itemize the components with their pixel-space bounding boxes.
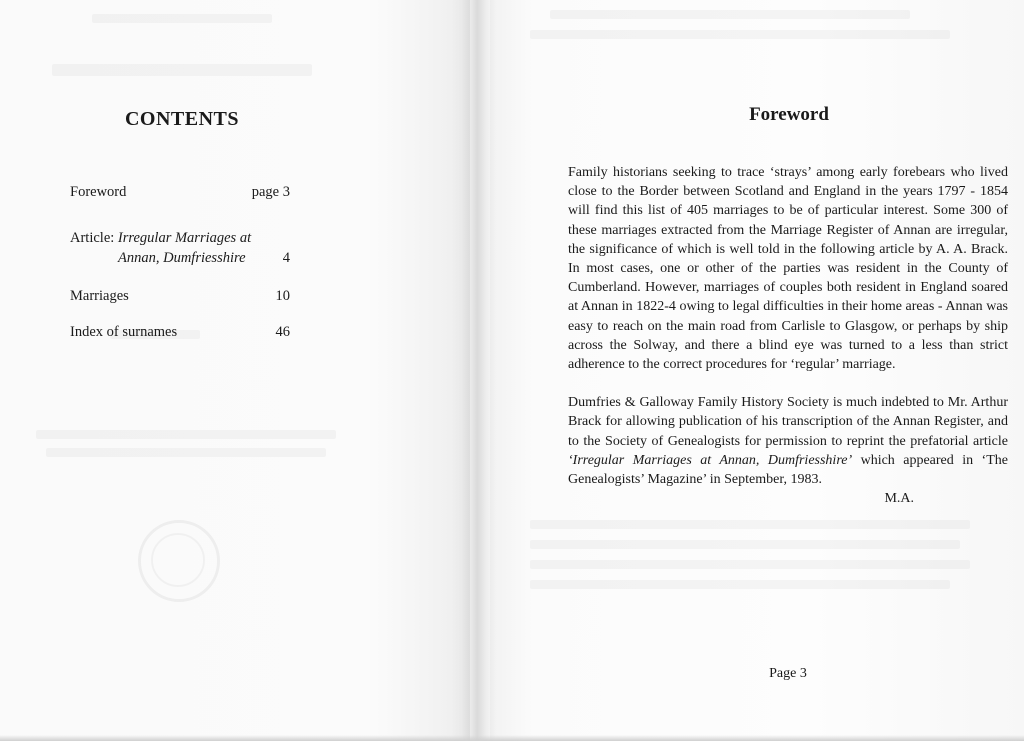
toc-page-number: 10 [275,288,290,304]
article-title-italic: ‘Irregular Marriages at Annan, Dumfriesshire’ [568,452,853,468]
toc-label: Index of surnames [70,324,178,340]
contents-title: CONTENTS [124,108,240,130]
foreword-signoff: M.A. [884,491,914,507]
bleed-through-seal [138,520,220,602]
table-of-contents [70,182,290,355]
left-page [0,0,470,741]
toc-label-line2: Annan, Dumfriesshire [118,250,246,266]
toc-page-number: 4 [282,250,290,266]
foreword-title: Foreword [749,104,829,125]
toc-page-number: page 3 [251,184,290,200]
toc-entry-index [70,322,290,342]
toc-entry-foreword [70,182,290,202]
toc-label: Article: Irregular Marriages at [70,230,252,246]
book-gutter [462,0,496,741]
toc-label: Foreword [70,184,127,200]
toc-label-italic: Irregular Marriages at [117,230,252,246]
page-number: Page 3 [769,666,807,681]
toc-page-number: 46 [275,324,290,340]
foreword-body [568,163,1008,508]
toc-entry-article [70,228,290,268]
page-bottom-edge [0,735,1024,741]
toc-entry-marriages [70,286,290,306]
foreword-paragraph-2: Dumfries & Galloway Family History Society is much indebted to Mr. Arthur Brack for allowing publication of his transcription of the Annan Register, and to the Society of Genealogists for permission to reprint the prefatorial article ‘Irregular Marriages at Annan, Dumfriesshire’ which appeared in ‘The Genealogists’ Magazine’ in September, 1983. [568,395,1008,488]
toc-label: Marriages [70,288,129,304]
foreword-paragraph-1: Family historians seeking to trace ‘strays’ among early forebears who lived close to the Border between Scotland and England in the years 1797 - 1854 will find this list of 405 marriages to be of particular interest. Some 300 of these marriages extracted from the Marriage Register of Annan are irregular, the significance of which is well told in the following article by A. A. Brack. In most cases, one or other of the parties was resident in the County of Cumberland. However, marriages of couples both resident in England soared at Annan in 1822-4 owing to legal difficulties in their home areas - Annan was easy to reach on the main road from Carlisle to Glasgow, or perhaps by ship across the Solway, and there a blind eye was turned to a less than strict adherence to the correct procedures for ‘regular’ marriage. [568,165,1008,373]
